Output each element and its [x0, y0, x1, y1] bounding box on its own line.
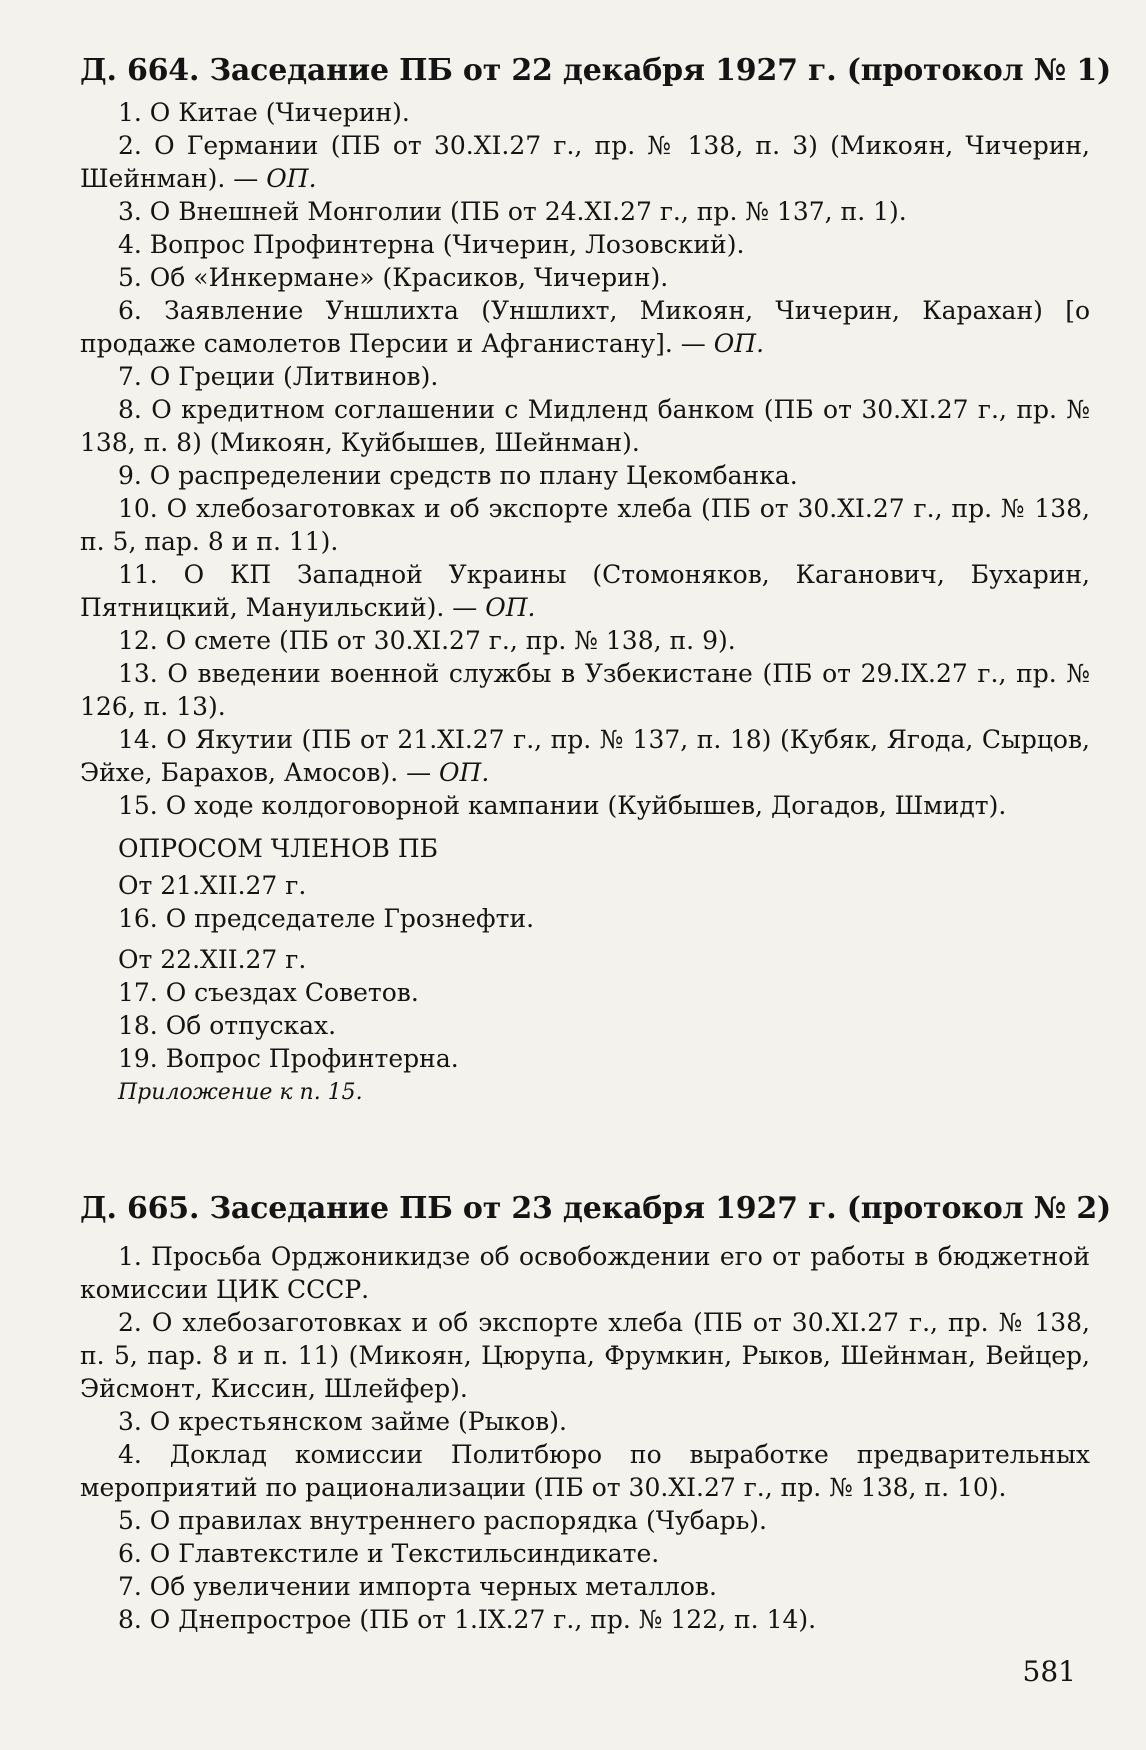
list-item: 4. Вопрос Профинтерна (Чичерин, Лозовский). — [118, 230, 745, 259]
list-item: 15. О ходе колдоговорной кампании (Куйбышев, Догадов, Шмидт). — [118, 791, 1007, 820]
list-item: 16. О председателе Грознефти. — [118, 904, 535, 933]
list-item: 1. О Китае (Чичерин). — [118, 98, 410, 127]
section-665-heading: Д. 665. Заседание ПБ от 23 декабря 1927 г. (протокол № 2) — [80, 1191, 1112, 1226]
list-item: 9. О распределении средств по плану Цекомбанка. — [118, 461, 798, 490]
section-665 — [80, 1190, 1112, 1636]
list-item: 14. О Якутии (ПБ от 21.XI.27 г., пр. № 137, п. 18) (Кубяк, Ягода, Сырцов, Эйхе, Барахов, Амосов). — ОП. — [80, 725, 1090, 787]
list-item: 7. Об увеличении импорта черных металлов. — [118, 1572, 717, 1601]
poll-date: От 22.XII.27 г. — [118, 945, 307, 974]
list-item: 5. Об «Инкермане» (Красиков, Чичерин). — [118, 263, 669, 292]
list-item: 1. Просьба Орджоникидзе об освобождении его от работы в бюджетной комиссии ЦИК СССР. — [80, 1242, 1090, 1304]
list-item: 8. О кредитном соглашении с Мидленд банком (ПБ от 30.XI.27 г., пр. № 138, п. 8) (Микоян, Куйбышев, Шейнман). — [80, 395, 1090, 457]
poll-date: От 21.XII.27 г. — [118, 871, 307, 900]
list-item: 3. О крестьянском займе (Рыков). — [118, 1407, 567, 1436]
list-item: 11. О КП Западной Украины (Стомоняков, Каганович, Бухарин, Пятницкий, Мануильский). — ОП. — [80, 560, 1090, 622]
list-item: 13. О введении военной службы в Узбекистане (ПБ от 29.IX.27 г., пр. № 126, п. 13). — [80, 659, 1090, 721]
page-number: 581 — [1022, 1655, 1076, 1688]
section-664-heading: Д. 664. Заседание ПБ от 22 декабря 1927 г. (протокол № 1) — [80, 53, 1112, 88]
list-item: 3. О Внешней Монголии (ПБ от 24.XI.27 г., пр. № 137, п. 1). — [118, 197, 907, 226]
appendix-note: Приложение к п. 15. — [118, 1080, 363, 1105]
list-item: 18. Об отпусках. — [118, 1011, 337, 1040]
list-item: 6. О Главтекстиле и Текстильсиндикате. — [118, 1539, 660, 1568]
list-item: 8. О Днепрострое (ПБ от 1.IX.27 г., пр. № 122, п. 14). — [118, 1605, 817, 1634]
list-item: 4. Доклад комиссии Политбюро по выработке предварительных мероприятий по рационализации (ПБ от 30.XI.27 г., пр. № 138, п. 10). — [80, 1440, 1090, 1502]
list-item: 17. О съездах Советов. — [118, 978, 419, 1007]
list-item: 7. О Греции (Литвинов). — [118, 362, 439, 391]
list-item: 6. Заявление Уншлихта (Уншлихт, Микоян, Чичерин, Карахан) [о продаже самолетов Персии и Афганистану]. — ОП. — [80, 296, 1090, 358]
list-item: 2. О Германии (ПБ от 30.XI.27 г., пр. № 138, п. 3) (Микоян, Чичерин, Шейнман). — ОП. — [80, 131, 1090, 193]
list-item: 5. О правилах внутреннего распорядка (Чубарь). — [118, 1506, 767, 1535]
list-item: 10. О хлебозаготовках и об экспорте хлеба (ПБ от 30.XI.27 г., пр. № 138, п. 5, пар. 8 и п. 11). — [80, 494, 1090, 556]
poll-title: ОПРОСОМ ЧЛЕНОВ ПБ — [118, 834, 439, 863]
list-item: 12. О смете (ПБ от 30.XI.27 г., пр. № 138, п. 9). — [118, 626, 736, 655]
list-item: 2. О хлебозаготовках и об экспорте хлеба (ПБ от 30.XI.27 г., пр. № 138, п. 5, пар. 8 и п. 11) (Микоян, Цюрупа, Фрумкин, Рыков, Шейнман, Вейцер, Эйсмонт, Киссин, Шлейфер). — [80, 1308, 1090, 1403]
section-664 — [80, 52, 1112, 1109]
list-item: 19. Вопрос Профинтерна. — [118, 1044, 459, 1073]
